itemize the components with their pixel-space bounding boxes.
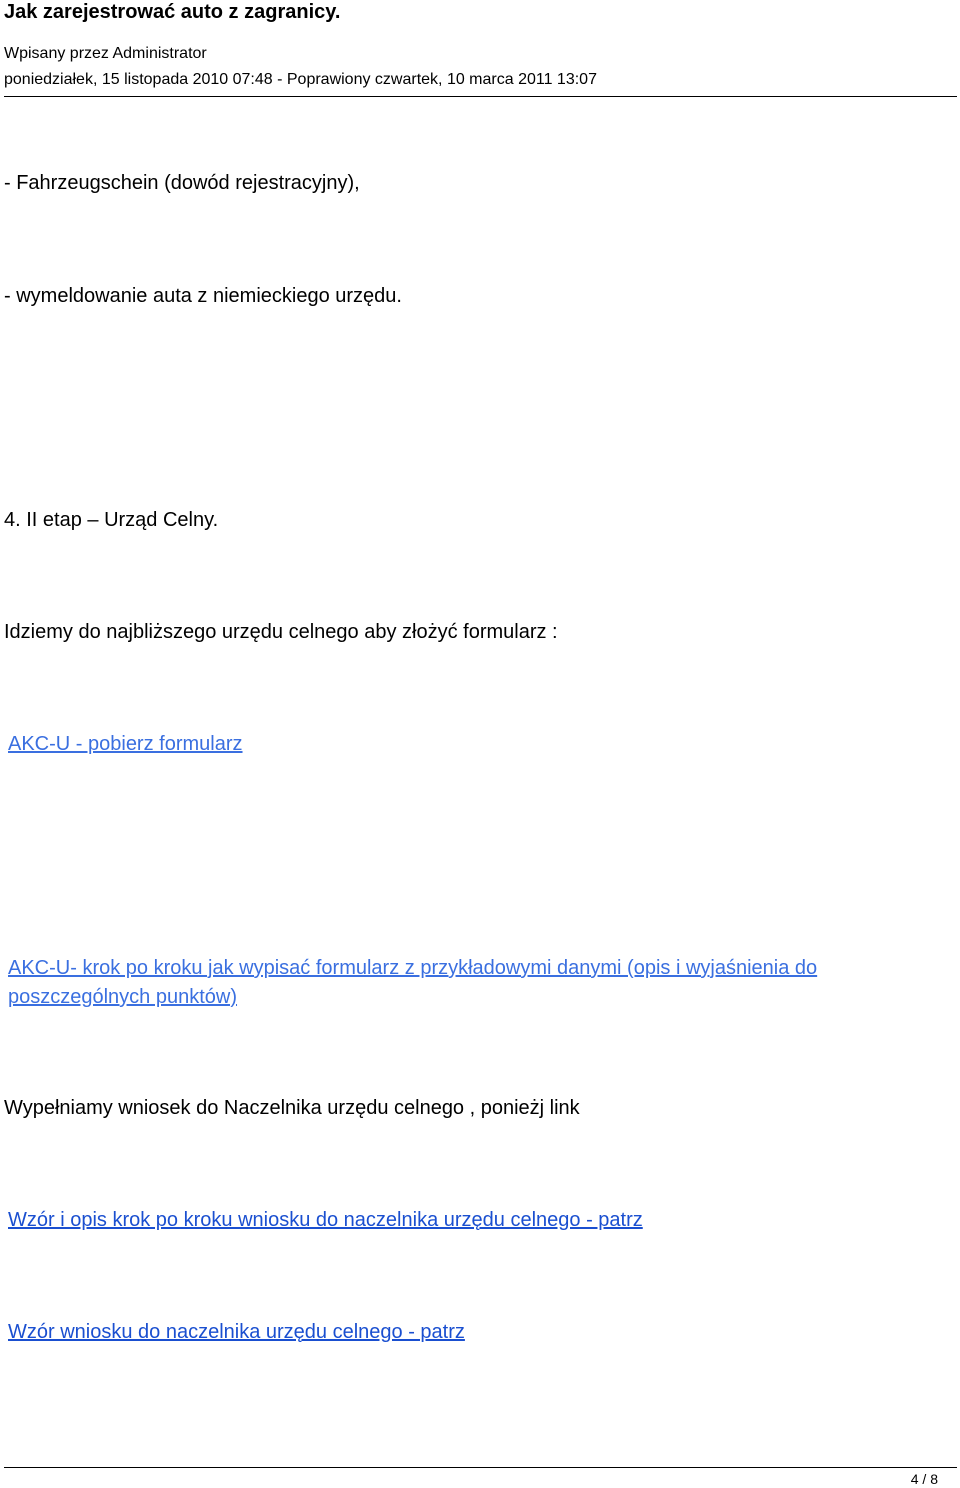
akc-guide-link-line1[interactable]: AKC-U- krok po kroku jak wypisać formularz z przykładowymi danymi (opis i wyjaśnienia do (8, 957, 818, 979)
list-item-fahrzeugschein: - Fahrzeugschein (dowód rejestracyjny), (4, 172, 360, 194)
wzor-opis-link[interactable]: Wzór i opis krok po kroku wniosku do naczelnika urzędu celnego - patrz (8, 1209, 643, 1231)
wzor-wniosku-link[interactable]: Wzór wniosku do naczelnika urzędu celnego - patrz (8, 1321, 465, 1343)
footer-divider (4, 1467, 957, 1468)
page-number: 4 / 8 (910, 1471, 938, 1487)
intro-text: Idziemy do najbliższego urzędu celnego aby złożyć formularz : (4, 621, 558, 643)
header-divider (4, 96, 957, 97)
list-item-wymeldowanie: - wymeldowanie auta z niemieckiego urzędu. (4, 285, 402, 307)
akc-guide-link-line2[interactable]: poszczególnych punktów) (8, 986, 238, 1008)
date-line: poniedziałek, 15 listopada 2010 07:48 - Poprawiony czwartek, 10 marca 2011 13:07 (4, 71, 597, 88)
author-line: Wpisany przez Administrator (4, 45, 207, 62)
section-heading: 4. II etap – Urząd Celny. (4, 509, 219, 531)
page-title: Jak zarejestrować auto z zagranicy. (4, 1, 341, 23)
akc-download-link[interactable]: AKC-U - pobierz formularz (8, 733, 243, 755)
wniosek-text: Wypełniamy wniosek do Naczelnika urzędu celnego , ponieżj link (4, 1097, 580, 1119)
